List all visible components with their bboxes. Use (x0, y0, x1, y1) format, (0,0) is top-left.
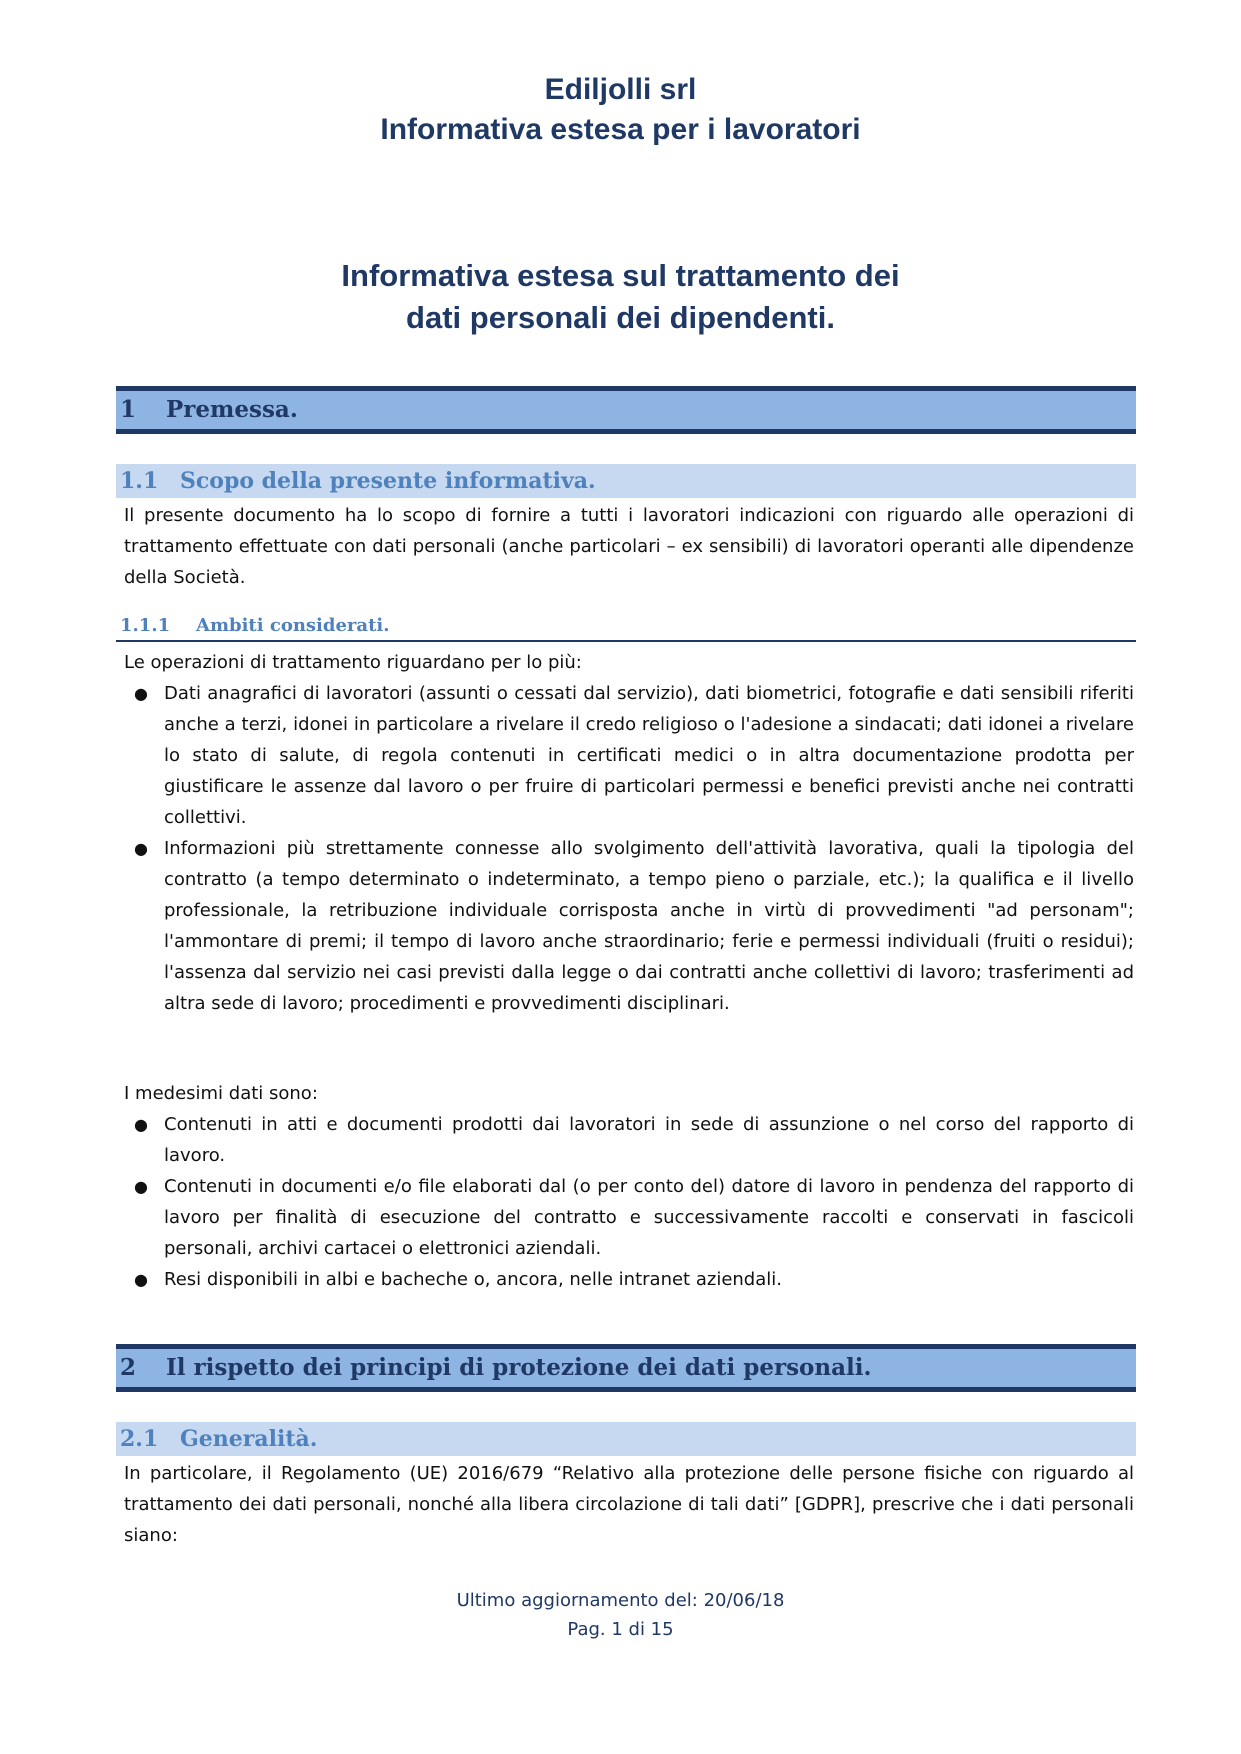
subsection-number: 1.1 (120, 468, 159, 494)
list-item: ● Resi disponibili in albi e bacheche o, ancora, nelle intranet aziendali. (124, 1264, 1134, 1295)
page-number: Pag. 1 di 15 (567, 1619, 674, 1640)
bullet-icon: ● (134, 839, 148, 858)
scope-intro: Le operazioni di trattamento riguardano per lo più: (124, 652, 582, 673)
section-1-1-1-heading (116, 612, 1136, 642)
section-1-1-paragraph: Il presente documento ha lo scopo di fornire a tutti i lavoratori indicazioni con riguardo alle operazioni di trattamento effettuate con dati personali (anche particolari – ex sensibili) di lavoratori operanti alle dipendenze della Società. (124, 505, 1134, 588)
document-title-line1: Informativa estesa sul trattamento dei (341, 258, 900, 293)
header-subtitle: Informativa estesa per i lavoratori (380, 113, 861, 146)
document-title-line2: dati personali dei dipendenti. (406, 300, 835, 335)
last-updated: Ultimo aggiornamento del: 20/06/18 (456, 1590, 785, 1611)
list-item: ● Dati anagrafici di lavoratori (assunti o cessati dal servizio), dati biometrici, fotografie e dati sensibili riferiti anche a terzi, idonei in particolare a rivelare il credo religioso o l'adesione a sindacati; dati idonei a rivelare lo stato di salute, di regola contenuti in certificati medici o in altra documentazione prodotta per giustificare le assenze dal lavoro o per fruire di particolari permessi e benefici previsti anche nei contratti collettivi. (124, 678, 1134, 833)
data-categories-list (124, 678, 1134, 1019)
list-item: ● Contenuti in documenti e/o file elaborati dal (o per conto del) datore di lavoro in pendenza del rapporto di lavoro per finalità di esecuzione del contratto e successivamente raccolti e conservati in fascicoli personali, archivi cartacei o elettronici aziendali. (124, 1171, 1134, 1264)
company-name: Ediljolli srl (544, 73, 697, 106)
bullet-icon: ● (134, 684, 148, 703)
section-1-1-heading (116, 464, 1136, 498)
bullet-icon: ● (134, 1177, 148, 1196)
section-2-1-heading (116, 1422, 1136, 1456)
subsubsection-title: Ambiti considerati. (196, 615, 390, 636)
bullet-icon: ● (134, 1115, 148, 1134)
subsubsection-number: 1.1.1 (120, 615, 171, 636)
data-sources-intro: I medesimi dati sono: (124, 1083, 318, 1104)
section-title: Il rispetto dei principi di protezione dei dati personali. (166, 1354, 872, 1381)
section-title: Premessa. (166, 396, 298, 423)
section-1-heading (116, 386, 1136, 434)
subsection-title: Generalità. (180, 1426, 318, 1452)
data-sources-list (124, 1109, 1134, 1295)
section-number: 1 (120, 396, 137, 423)
subsection-number: 2.1 (120, 1426, 159, 1452)
section-2-1-paragraph: In particolare, il Regolamento (UE) 2016/679 “Relativo alla protezione delle persone fisiche con riguardo al trattamento dei dati personali, nonché alla libera circolazione di tali dati” [GDPR], prescrive che i dati personali siano: (124, 1463, 1134, 1546)
list-item: ● Contenuti in atti e documenti prodotti dai lavoratori in sede di assunzione o nel corso del rapporto di lavoro. (124, 1109, 1134, 1171)
list-item: ● Informazioni più strettamente connesse allo svolgimento dell'attività lavorativa, quali la tipologia del contratto (a tempo determinato o indeterminato, a tempo pieno o parziale, etc.); la qualifica e il livello professionale, la retribuzione individuale corrisposta anche in virtù di provvedimenti "ad personam"; l'ammontare di premi; il tempo di lavoro anche straordinario; ferie e permessi individuali (fruiti o residui); l'assenza dal servizio nei casi previsti dalla legge o dai contratti anche collettivi di lavoro; trasferimenti ad altra sede di lavoro; procedimenti e provvedimenti disciplinari. (124, 833, 1134, 1019)
section-2-heading (116, 1344, 1136, 1392)
bullet-icon: ● (134, 1270, 148, 1289)
subsection-title: Scopo della presente informativa. (180, 468, 596, 494)
section-number: 2 (120, 1354, 137, 1381)
